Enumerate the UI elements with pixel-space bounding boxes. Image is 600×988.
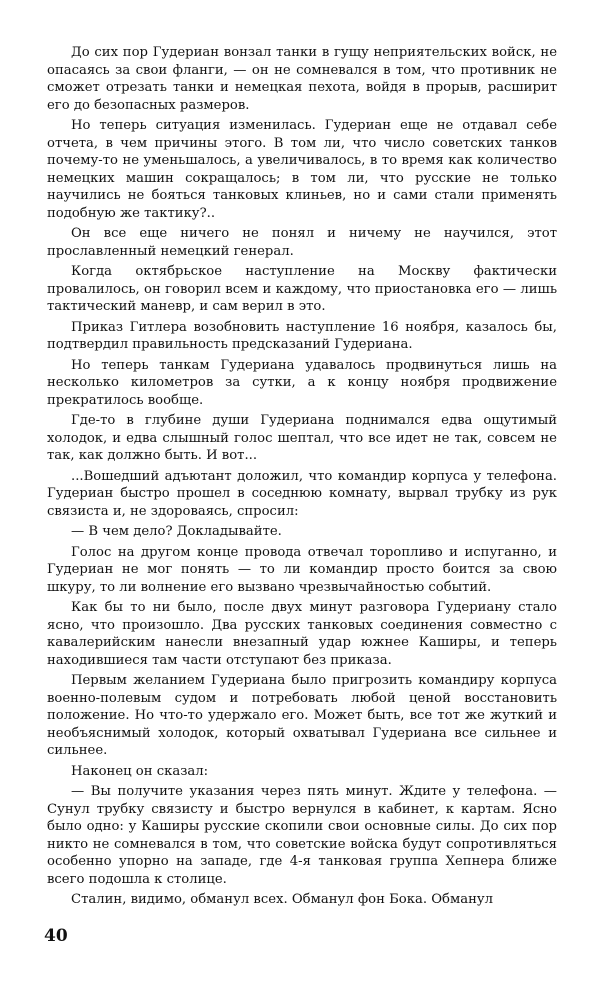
paragraph: Когда октябрьское наступление на Москву фактически провалилось, он говорил всем и каждому, что приостановка его — лишь тактический маневр, и сам верил в это. xyxy=(47,264,557,314)
paragraph: Но теперь ситуация изменилась. Гудериан еще не отдавал себе отчета, в чем причины этого. В том ли, что число советских танков почему-то не уменьшалось, а увеличивалось, в то время как количество немецких машин сокращалось; в том ли, что русские не только научились не бояться танковых клиньев, но и сами стали применять подобную же тактику?.. xyxy=(47,118,557,221)
paragraph: Но теперь танкам Гудериана удавалось продвинуться лишь на несколько километров за сутки, а к концу ноября продвижение прекратилось вообще. xyxy=(47,357,557,408)
paragraph: До сих пор Гудериан вонзал танки в гущу неприятельских войск, не опасаясь за свои фланги, — он не сомневался в том, что противник не сможет отрезать танки и немецкая пехота, войдя в прорыв, расширит его до безопасных размеров. xyxy=(47,45,557,113)
paragraph: Приказ Гитлера возобновить наступление 16 ноября, казалось бы, подтвердил правильность предсказаний Гудериана. xyxy=(47,319,557,352)
paragraph: Наконец он сказал: xyxy=(71,763,209,779)
paragraph: Первым желанием Гудериана было пригрозить командиру корпуса военно-полевым судом и потребовать любой ценой восстановить положение. Но что-то удержало его. Может быть, все тот же жуткий и необъяснимый холодок, который охватывал Гудериана все сильнее и сильнее. xyxy=(47,673,557,758)
page-number: 40 xyxy=(44,926,68,946)
paragraph: — В чем дело? Докладывайте. xyxy=(71,524,282,539)
paragraph: Голос на другом конце провода отвечал торопливо и испуганно, и Гудериан не мог понять — то ли командир просто боится за свою шкуру, то ли волнение его вызвано чрезвычайностью событий. xyxy=(47,544,557,595)
body-text xyxy=(47,44,557,912)
paragraph: Сталин, видимо, обманул всех. Обманул фон Бока. Обманул xyxy=(71,892,493,907)
paragraph: ...Вошедший адъютант доложил, что командир корпуса у телефона. Гудериан быстро прошел в соседнюю комнату, вырвал трубку из рук связиста и, не здороваясь, спросил: xyxy=(47,468,557,519)
paragraph: Как бы то ни было, после двух минут разговора Гудериану стало ясно, что произошло. Два русских танковых соединения совместно с кавалерийским нанесли внезапный удар южнее Каширы, и теперь находившиеся там части отступают без приказа. xyxy=(47,600,557,668)
paragraph: — Вы получите указания через пять минут. Ждите у телефона. — Сунул трубку связисту и быстро вернулся в кабинет, к картам. Ясно было одно: у Каширы русские скопили свои основные силы. До сих пор никто не сомневался в том, что советские войска будут сопротивляться особенно упорно на западе, где 4-я танковая группа Хепнера ближе всего подошла к столице. xyxy=(47,784,557,887)
paragraph: Где-то в глубине души Гудериана поднимался едва ощутимый холодок, и едва слышный голос шептал, что все идет не так, совсем не так, как должно быть. И вот... xyxy=(47,413,557,463)
paragraph: Он все еще ничего не понял и ничему не научился, этот прославленный немецкий генерал. xyxy=(47,226,557,259)
